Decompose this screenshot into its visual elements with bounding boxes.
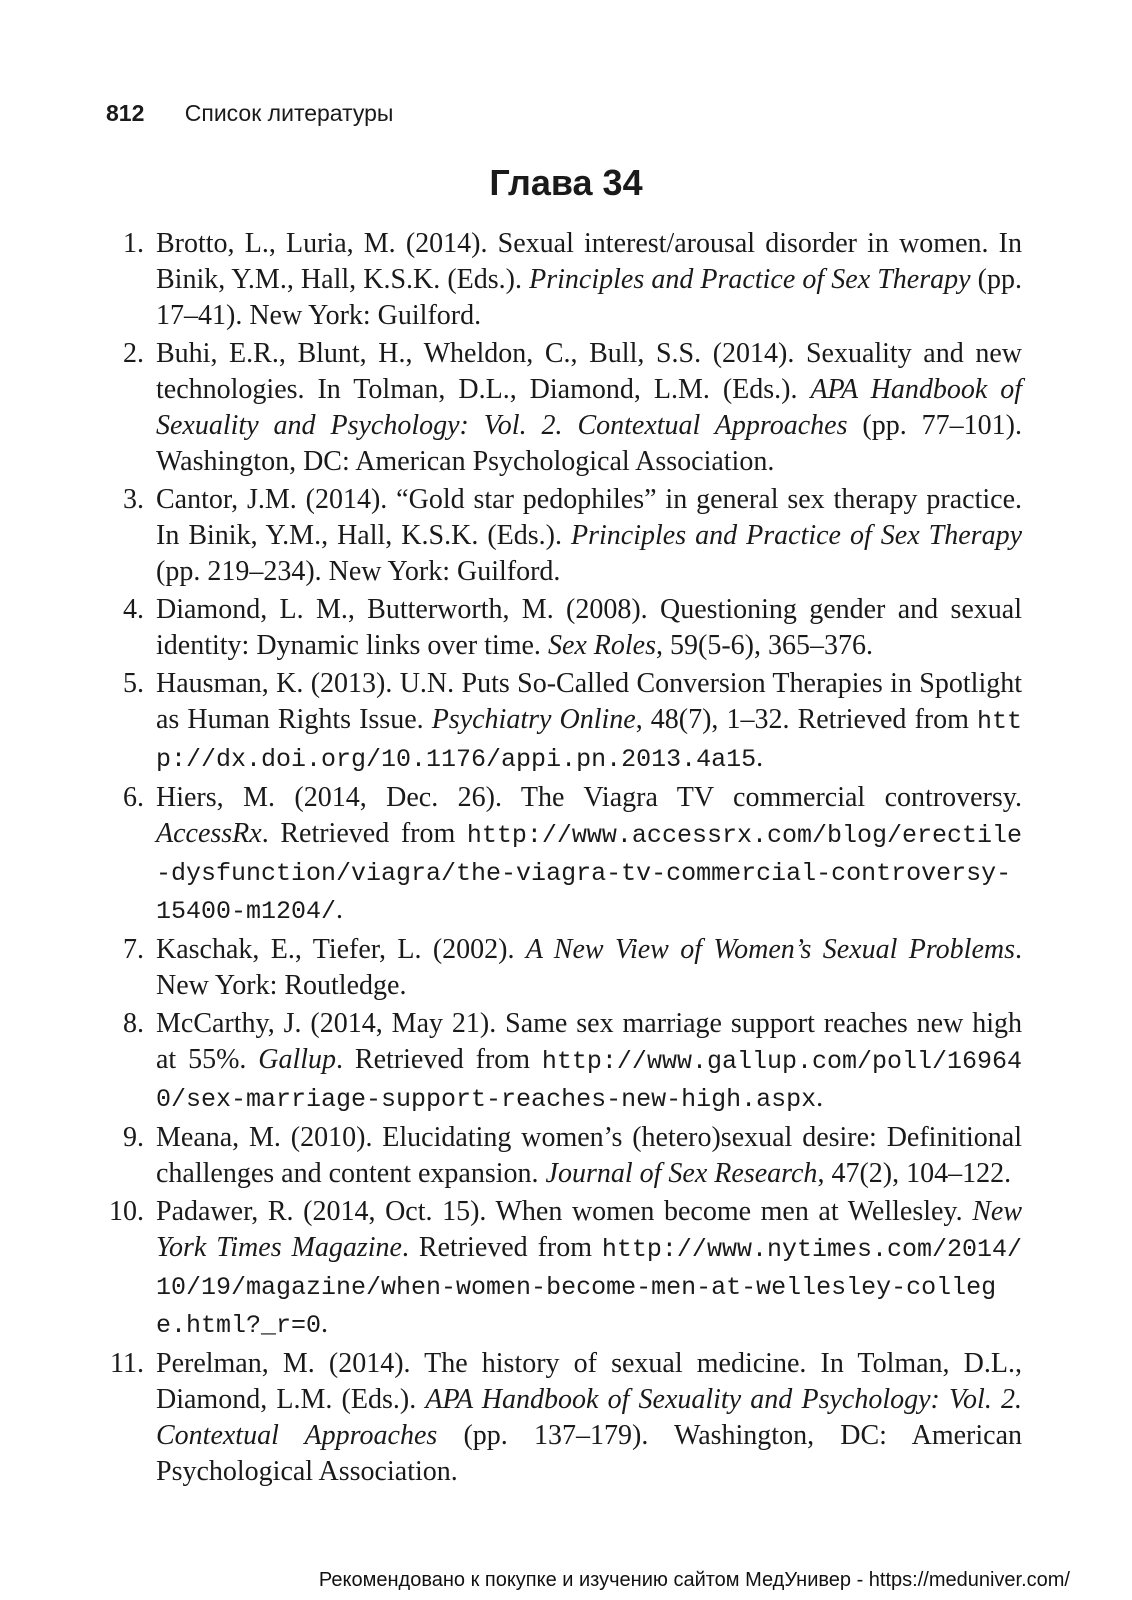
reference-url[interactable]: http://dx.doi.org/10.1176/appi.pn.2013.4a15: [156, 707, 1022, 774]
reference-item: [106, 482, 1022, 590]
reference-segment: Hausman, K. (2013). U.N. Puts So-Called Conversion Therapies in Spotlight as Human Rights Issue.: [156, 668, 1022, 735]
reference-url[interactable]: http://www.nytimes.com/2014/10/19/magazine/when-women-become-men-at-wellesley-college.html?_r=0: [156, 1235, 1022, 1340]
reference-segment: , 48(7), 1–32. Retrieved from: [635, 704, 977, 735]
reference-segment: (pp. 77–101). Washington, DC: American Psychological Association.: [156, 410, 1022, 477]
reference-text: [156, 482, 1022, 590]
reference-item: [106, 336, 1022, 480]
running-header: [106, 100, 393, 127]
reference-segment: . New York: Routledge.: [156, 934, 1023, 1001]
reference-segment: Kaschak, E., Tiefer, L. (2002).: [156, 934, 526, 965]
reference-number: 9.: [123, 1122, 144, 1153]
reference-source-title: Sex Roles: [547, 630, 656, 661]
reference-segment: Perelman, M. (2014). The history of sexual medicine. In Tolman, D.L., Diamond, L.M. (Eds.).: [156, 1348, 1022, 1415]
reference-text: [156, 666, 1022, 778]
reference-segment: (pp. 137–179). Washington, DC: American Psychological Association.: [156, 1420, 1022, 1487]
reference-segment: .: [336, 894, 344, 925]
reference-number: 1.: [123, 228, 144, 259]
footer-note: Рекомендовано к покупке и изучению сайтом МедУнивер - https://meduniver.com/: [318, 1569, 1070, 1591]
reference-item: [106, 1194, 1022, 1344]
reference-number: 8.: [123, 1008, 144, 1039]
reference-segment: Meana, M. (2010). Elucidating women’s (hetero)sexual desire: Definitional challenges and content expansion.: [156, 1122, 1022, 1189]
reference-source-title: APA Handbook of Sexuality and Psychology: Vol. 2. Contextual Approaches: [156, 374, 1022, 441]
reference-segment: .: [321, 1308, 329, 1339]
reference-item: [106, 780, 1022, 930]
reference-url[interactable]: http://www.gallup.com/poll/169640/sex-marriage-support-reaches-new-high.aspx: [156, 1047, 1022, 1114]
reference-segment: Brotto, L., Luria, M. (2014). Sexual interest/arousal disorder in women. In Binik, Y.M., Hall, K.S.K. (Eds.).: [156, 228, 1022, 295]
reference-source-title: AccessRx: [156, 818, 262, 849]
reference-segment: . Retrieved from: [401, 1232, 602, 1263]
reference-item: [106, 1006, 1022, 1118]
reference-source-title: Gallup: [258, 1044, 337, 1075]
reference-segment: . Retrieved from: [261, 818, 467, 849]
reference-number: 11.: [110, 1348, 144, 1379]
running-title: Список литературы: [184, 100, 394, 126]
reference-segment: Padawer, R. (2014, Oct. 15). When women become men at Wellesley.: [156, 1196, 973, 1227]
reference-source-title: Psychiatry Online: [431, 704, 636, 735]
reference-segment: Diamond, L. M., Butterworth, M. (2008). Questioning gender and sexual identity: Dynamic links over time.: [156, 594, 1022, 661]
reference-number: 7.: [123, 934, 144, 965]
reference-text: [156, 780, 1022, 930]
reference-text: [156, 1120, 1022, 1192]
reference-segment: . Retrieved from: [336, 1044, 542, 1075]
reference-segment: Buhi, E.R., Blunt, H., Wheldon, C., Bull, S.S. (2014). Sexuality and new technologies. In Tolman, D.L., Diamond, L.M. (Eds.).: [156, 338, 1022, 405]
reference-segment: , 59(5-6), 365–376.: [656, 630, 873, 661]
reference-segment: .: [816, 1082, 824, 1113]
reference-number: 6.: [123, 782, 144, 813]
reference-item: [106, 1346, 1022, 1490]
reference-text: [156, 1006, 1022, 1118]
reference-source-title: Principles and Practice of Sex Therapy: [529, 264, 971, 295]
reference-number: 4.: [123, 594, 144, 625]
reference-segment: McCarthy, J. (2014, May 21). Same sex marriage support reaches new high at 55%.: [156, 1008, 1022, 1075]
reference-list: [106, 226, 1022, 1492]
reference-source-title: Principles and Practice of Sex Therapy: [571, 520, 1022, 551]
reference-text: [156, 1346, 1022, 1490]
reference-text: [156, 226, 1022, 334]
reference-source-title: New York Times Magazine: [156, 1196, 1022, 1263]
reference-text: [156, 1194, 1022, 1344]
reference-number: 2.: [123, 338, 144, 369]
reference-text: [156, 932, 1022, 1004]
reference-item: [106, 932, 1022, 1004]
page-number: 812: [106, 100, 145, 126]
reference-source-title: A New View of Women’s Sexual Problems: [525, 934, 1016, 965]
reference-segment: , 47(2), 104–122.: [817, 1158, 1012, 1189]
reference-item: [106, 666, 1022, 778]
reference-number: 5.: [123, 668, 144, 699]
reference-item: [106, 226, 1022, 334]
reference-segment: (pp. 219–234). New York: Guilford.: [156, 556, 561, 587]
reference-segment: Hiers, M. (2014, Dec. 26). The Viagra TV commercial controversy.: [156, 782, 1022, 813]
reference-number: 3.: [123, 484, 144, 515]
reference-segment: .: [756, 742, 764, 773]
reference-text: [156, 592, 1022, 664]
reference-text: [156, 336, 1022, 480]
reference-item: [106, 592, 1022, 664]
reference-item: [106, 1120, 1022, 1192]
chapter-title: Глава 34: [489, 162, 643, 203]
reference-segment: (pp. 17–41). New York: Guilford.: [156, 264, 1022, 331]
reference-number: 10.: [109, 1196, 144, 1227]
reference-source-title: Journal of Sex Research: [545, 1158, 818, 1189]
reference-url[interactable]: http://www.accessrx.com/blog/erectile-dysfunction/viagra/the-viagra-tv-commercial-controversy-15400-m1204/: [156, 821, 1022, 926]
reference-source-title: APA Handbook of Sexuality and Psychology: Vol. 2. Contextual Approaches: [156, 1384, 1022, 1451]
reference-segment: Cantor, J.M. (2014). “Gold star pedophiles” in general sex therapy practice. In Binik, Y.M., Hall, K.S.K. (Eds.).: [156, 484, 1022, 551]
